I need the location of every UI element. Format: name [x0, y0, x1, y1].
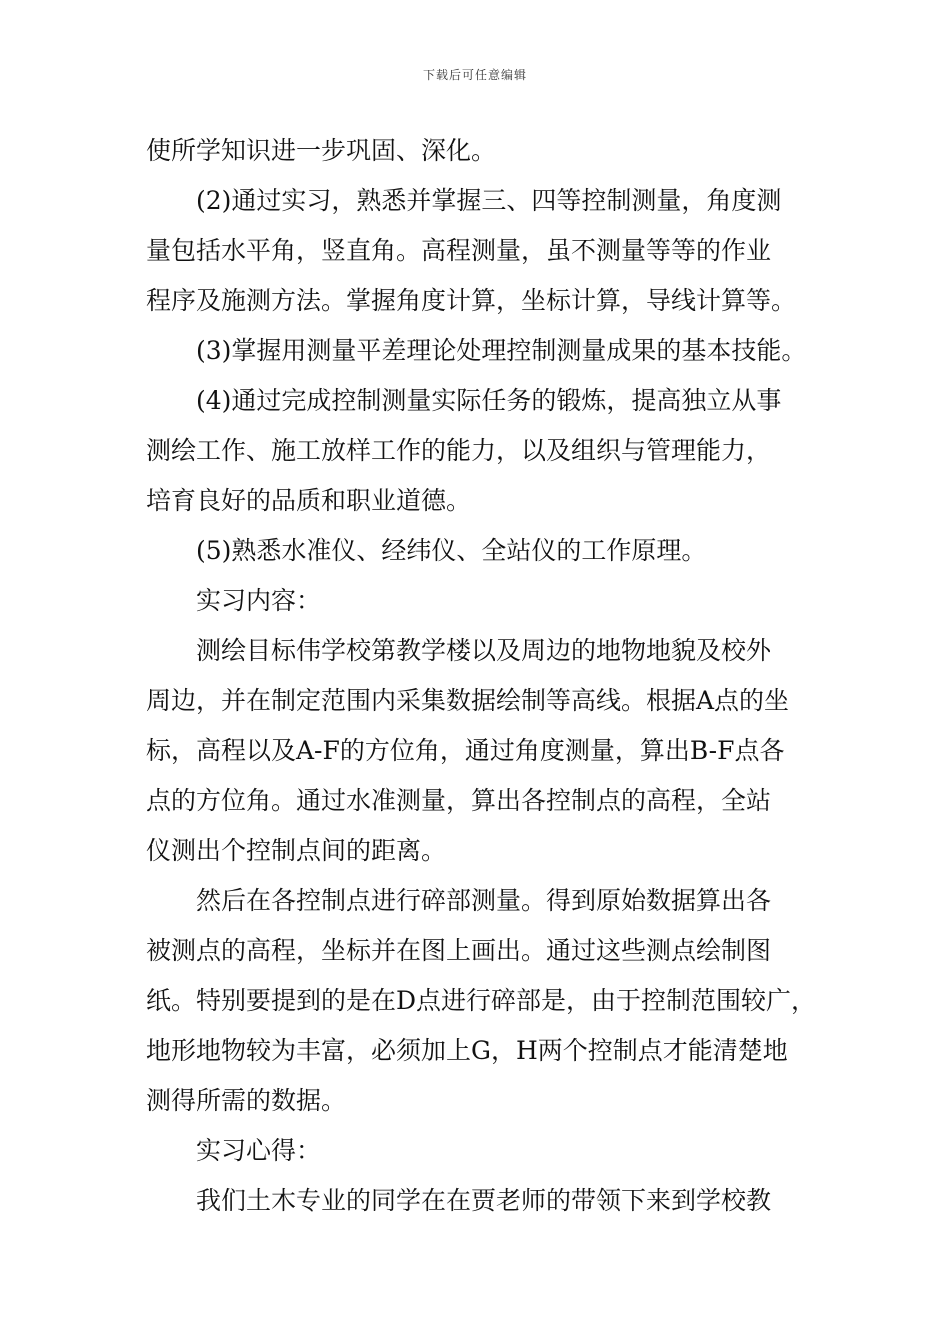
section-heading-experience: 实习心得：: [196, 1136, 322, 1165]
text-line: 点的方位角。通过水准测量，算出各控制点的高程，全站: [146, 786, 772, 815]
text-line: 测得所需的数据。: [146, 1086, 347, 1115]
list-item-4: (4)通过完成控制测量实际任务的锻炼，提高独立从事: [196, 386, 782, 415]
paragraph-start: 我们土木专业的同学在在贾老师的带领下来到学校教: [196, 1186, 772, 1215]
text-line: 被测点的高程，坐标并在图上画出。通过这些测点绘制图: [146, 936, 772, 965]
text-line: 量包括水平角，竖直角。高程测量，虽不测量等等的作业: [146, 236, 772, 265]
page-header: 下载后可任意编辑: [422, 68, 527, 82]
text-line: 仪测出个控制点间的距离。: [146, 836, 447, 865]
text-line: 使所学知识进一步巩固、深化。: [146, 136, 497, 165]
text-line: 地形地物较为丰富，必须加上G，H两个控制点才能清楚地: [146, 1036, 788, 1065]
text-line: 培育良好的品质和职业道德。: [146, 486, 472, 515]
text-line: 程序及施测方法。掌握角度计算，坐标计算，导线计算等。: [146, 286, 797, 315]
text-line: 周边，并在制定范围内采集数据绘制等高线。根据A点的坐: [146, 686, 790, 715]
text-line: 纸。特别要提到的是在D点进行碎部是，由于控制范围较广，: [146, 986, 817, 1015]
paragraph-start: 测绘目标伟学校第教学楼以及周边的地物地貌及校外: [196, 636, 772, 665]
list-item-3: (3)掌握用测量平差理论处理控制测量成果的基本技能。: [196, 336, 807, 365]
list-item-2: (2)通过实习，熟悉并掌握三、四等控制测量，角度测: [196, 186, 782, 215]
text-line: 标，高程以及A-F的方位角，通过角度测量，算出B-F点各: [146, 736, 785, 765]
section-heading-content: 实习内容：: [196, 586, 322, 615]
list-item-5: (5)熟悉水准仪、经纬仪、全站仪的工作原理。: [196, 536, 707, 565]
paragraph-start: 然后在各控制点进行碎部测量。得到原始数据算出各: [196, 886, 772, 915]
text-line: 测绘工作、施工放样工作的能力，以及组织与管理能力，: [146, 436, 772, 465]
